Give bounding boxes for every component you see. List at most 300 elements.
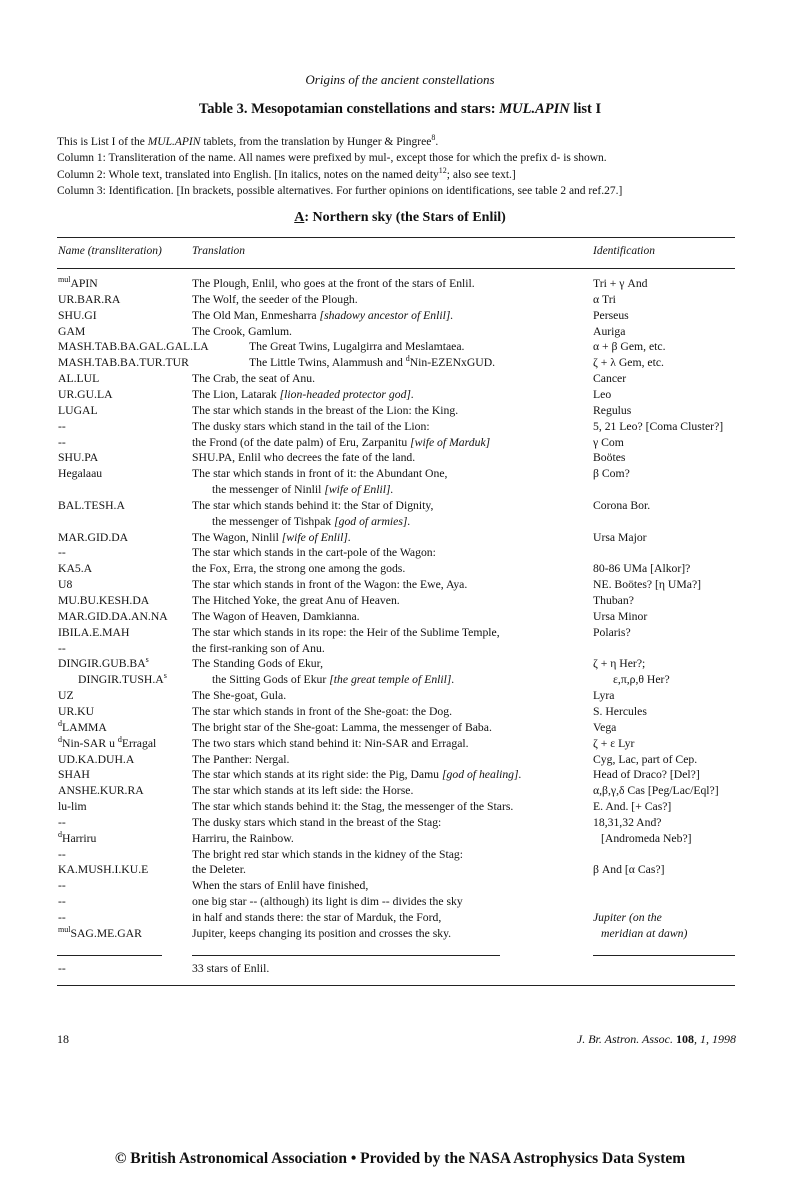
section-letter: A [294,210,305,225]
star-name: UD.KA.DUH.A [58,752,135,766]
translation-text: one big star -- (although) its light is dim -- divides the sky [192,895,463,909]
intro-italic: MUL.APIN [147,136,201,148]
translation-text: The Crook, Gamlum. [192,324,292,338]
translation-cell [192,625,500,641]
table-row [0,641,800,657]
identification-cell [593,625,631,641]
star-name: UR.GU.LA [58,387,113,401]
translation-text: The Wagon, Ninlil [192,530,282,544]
star-name-cell [78,672,167,688]
star-name: -- [58,847,66,861]
translation-text: The bright star of the She-goat: Lamma, the messenger of Baba. [192,720,492,734]
table-row [0,577,800,593]
translation-text: The bright red star which stands in the kidney of the Stag: [192,847,464,861]
identification-text: α Tri [593,292,616,306]
table-row [0,466,800,482]
star-name: SHU.GI [58,308,97,322]
identification-text: γ Com [593,435,624,449]
star-name-cell [58,910,66,926]
name-prefix: mul [58,275,71,285]
translation-text: The Old Man, Enmesharra [192,308,320,322]
star-name: DINGIR.TUSH.A [78,673,164,687]
star-name-cell [58,450,98,466]
identification-text: [Andromeda Neb?] [601,831,692,845]
table-row [0,292,800,308]
table-row [0,847,800,863]
star-name-cell [58,862,148,878]
translation-cell [249,339,464,355]
identification-text: Ursa Major [593,530,647,544]
star-name: BAL.TESH.A [58,498,125,512]
identification-cell [593,324,625,340]
translation-text: The She-goat, Gula. [192,689,287,703]
table-row [0,403,800,419]
star-name: GAM [58,324,86,338]
identification-text: Boötes [593,451,626,465]
star-name: lu-lim [58,800,87,814]
star-name: -- [58,895,66,909]
star-name-cell [58,355,189,371]
table-row [0,878,800,894]
star-name-cell [58,609,168,625]
star-name: MASH.TAB.BA.TUR.TUR [58,356,189,370]
translation-cell [212,482,393,498]
identification-cell [593,815,662,831]
name-prefix: d [58,734,62,744]
identification-cell [593,783,719,799]
star-name: -- [58,546,66,560]
table-row [0,371,800,387]
deity-note: [wife of Enlil]. [324,483,394,497]
identification-text: Cancer [593,372,627,386]
identification-text: S. Hercules [593,704,647,718]
star-name: UZ [58,689,74,703]
translation-cell [192,641,325,657]
star-name: Erragal [121,736,157,750]
table-title-prefix: Table 3. Mesopotamian constellations and stars: [198,101,500,117]
table-row [0,435,800,451]
identification-text: Thuban? [593,594,634,607]
table-row [0,308,800,324]
name-column-rule [57,955,162,956]
identification-cell [593,910,662,926]
star-name-cell [58,339,209,355]
identification-text: β Com? [593,467,630,481]
table-title [0,101,800,118]
star-name-cell [58,292,120,308]
translation-text: the Fox, Erra, the strong one among the gods. [192,562,406,576]
translation-text: The star which stands in the breast of the Lion: the King. [192,403,459,417]
journal-volume: 108 [676,1032,694,1046]
journal-citation [577,1032,736,1047]
star-name-cell [58,720,107,736]
footnote-ref: 12 [438,165,447,175]
translation-cell [192,878,368,894]
running-head: Origins of the ancient constellations [305,72,495,87]
table-title-suffix: list I [569,101,602,117]
star-name-cell [58,688,74,704]
star-name: KA5.A [58,562,93,576]
translation-text: the Deleter. [192,863,246,877]
translation-text: The Panther: Nergal. [192,752,290,766]
identification-cell [593,799,671,815]
column-header-identification: Identification [593,245,655,257]
identification-text: ζ + η Her?; [593,657,646,671]
translation-text: The Great Twins, Lugalgirra and Meslamtaea. [249,340,465,354]
identification-text: ζ + ε Lyr [593,736,635,750]
translation-text: the Frond (of the date palm) of Eru, Zarpanitu [192,435,411,449]
translation-cell [192,767,522,783]
translation-cell [192,435,490,451]
star-name-cell [58,435,66,451]
identification-text: Perseus [593,308,629,322]
identification-cell [593,561,690,577]
intro-text: Column 2: Whole text, translated into English. [In italics, notes on the named deity [57,168,439,181]
deity-note: [shadowy ancestor of Enlil]. [319,308,454,322]
translation-text: The star which stands in the cart-pole of the Wagon: [192,546,436,560]
star-name: AL.LUL [58,372,100,386]
star-name: LAMMA [62,720,107,734]
star-name-cell [58,324,85,340]
identification-cell [593,292,616,308]
translation-text: The star which stands in front of the Wagon: the Ewe, Aya. [192,578,468,592]
star-name-cell [58,530,128,546]
identification-cell [601,831,692,847]
star-name: Harriru [62,831,97,845]
intro-text: This is List I of the [57,136,148,148]
translation-cell [192,545,436,561]
identification-cell [593,720,616,736]
name-suffix: s [145,655,149,665]
identification-text: Lyra [593,689,615,703]
star-name-cell [58,466,102,482]
name-prefix: d [58,829,62,839]
star-name-cell [58,371,99,387]
star-name-cell [58,752,134,768]
deity-prefix: d [405,354,410,364]
translation-cell [192,276,475,292]
table-row [0,324,800,340]
translation-text: The Wagon of Heaven, Damkianna. [192,609,360,623]
table-row [0,625,800,641]
identification-cell [593,355,664,371]
column-header-translation: Translation [192,245,246,257]
translation-text: The Standing Gods of Ekur, [192,657,323,671]
table-row [0,720,800,736]
table-row [0,910,800,926]
identification-text: Regulus [593,403,632,417]
star-name-cell [58,545,66,561]
translation-cell [192,783,413,799]
table-row [0,530,800,546]
name-prefix: mul [58,924,71,934]
star-name-cell [58,641,66,657]
identification-cell [593,435,624,451]
translation-text: The Plough, Enlil, who goes at the front of the stars of Enlil. [192,277,475,290]
translation-text: The star which stands behind it: the Star of Dignity, [192,498,434,512]
star-name-cell [58,815,66,831]
table-row [0,862,800,878]
identification-text: Head of Draco? [Del?] [593,768,700,782]
star-name-cell [58,656,149,672]
star-name: SAG.ME.GAR [70,926,142,940]
translation-column-rule [192,955,500,956]
star-name: DINGIR.GUB.BA [58,657,146,671]
identification-text: β And [α Cas?] [593,863,665,877]
translation-cell [192,894,463,910]
translation-text: The Crab, the seat of Anu. [192,372,316,386]
translation-cell [192,926,451,942]
table-row [0,831,800,847]
translation-text: The star which stands at its left side: the Horse. [192,784,414,798]
star-name: ANSHE.KUR.RA [58,784,144,798]
translation-cell [192,656,323,672]
translation-text: SHU.PA, Enlil who decrees the fate of the land. [192,451,416,465]
identification-cell [593,403,631,419]
star-name: MAR.GID.DA.AN.NA [58,609,168,623]
table-row [0,799,800,815]
star-name-cell [58,831,96,847]
star-name-cell [58,419,66,435]
translation-text: The Little Twins, Alammush and [249,356,406,370]
translation-cell [192,593,400,609]
intro-text: tablets, from the translation by Hunger & Pingree [200,136,432,148]
translation-cell [192,688,286,704]
translation-cell [192,609,360,625]
page-number: 18 [57,1032,69,1046]
table-row [0,783,800,799]
table-row [0,894,800,910]
table-row [0,387,800,403]
identification-text: 5, 21 Leo? [Coma Cluster?] [593,419,724,433]
intro-text: ; also see text.] [446,168,516,181]
translation-cell [249,355,495,371]
star-name-cell [58,878,66,894]
footnote-ref: 8 [431,133,436,143]
star-name: MU.BU.KESH.DA [58,594,150,607]
table-row [0,419,800,435]
total-row-translation: 33 stars of Enlil. [192,962,270,975]
identification-text: E. And. [+ Cas?] [593,800,672,814]
star-name-cell [58,308,97,324]
star-name: SHAH [58,768,90,782]
translation-text: The star which stands in front of it: the Abundant One, [192,467,448,481]
section-title: : Northern sky (the Stars of Enlil) [304,210,506,225]
translation-text: Nin-EZENxGUD. [409,356,496,370]
translation-text: The Wolf, the seeder of the Plough. [192,292,358,306]
table-row [0,656,800,672]
translation-text: The dusky stars which stand in the breast of the Stag: [192,815,442,829]
deity-note: [the great temple of Enlil]. [329,673,455,687]
translation-text: the messenger of Ninlil [212,483,325,497]
intro-line-4: Column 3: Identification. [In brackets, possible alternatives. For further opinions on identifications, see table 2 and ref.27.] [57,185,623,198]
identification-text: α + β Gem, etc. [593,340,666,354]
translation-text: the messenger of Tishpak [212,514,335,528]
intro-line-1 [57,134,747,150]
identification-cell [593,387,611,403]
identification-cell [601,926,687,942]
column-header-name: Name (transliteration) [58,245,162,257]
star-name: APIN [70,277,98,290]
intro-line-3 [57,167,747,183]
deity-note: [god of armies]. [334,514,411,528]
star-name: UR.BAR.RA [58,292,121,306]
star-name-cell [58,704,94,720]
star-name-cell [58,926,142,942]
identification-cell [593,862,664,878]
star-name: U8 [58,578,73,592]
identification-text: Polaris? [593,625,631,639]
identification-cell [593,704,647,720]
star-name: -- [58,435,66,449]
identification-text: ε,π,ρ,θ Her? [613,673,670,687]
intro-line-2: Column 1: Transliteration of the name. All names were prefixed by mul-, except those for which the prefix d- is shown. [57,152,607,165]
identification-cell [593,577,701,593]
translation-text: the Sitting Gods of Ekur [212,673,330,687]
identification-text: Vega [593,720,617,734]
deity-note: [wife of Marduk] [410,435,491,449]
star-name-cell [58,403,98,419]
identification-cell [593,593,634,609]
translation-cell [192,308,453,324]
star-name-cell [58,593,149,609]
star-name-cell [58,561,92,577]
identification-text: 80-86 UMa [Alkor]? [593,562,691,576]
star-name-cell [58,847,66,863]
table-top-rule [57,237,735,238]
identification-cell [593,339,666,355]
translation-text: The star which stands in front of the She-goat: the Dog. [192,704,452,718]
section-heading [0,210,800,226]
star-name: -- [58,879,66,893]
translation-text: Harriru, the Rainbow. [192,831,294,845]
translation-cell [192,862,246,878]
table-row [0,545,800,561]
copyright-footer: © British Astronomical Association • Provided by the NASA Astrophysics Data System [114,1150,686,1167]
translation-cell [212,514,410,530]
star-name: KA.MUSH.I.KU.E [58,863,149,877]
table-row [0,672,800,688]
star-name: LUGAL [58,403,98,417]
deity-note: [god of healing]. [441,768,522,782]
translation-cell [192,752,289,768]
identification-cell [593,736,634,752]
star-name-cell [58,783,144,799]
identification-cell [593,466,630,482]
translation-cell [192,561,405,577]
translation-cell [192,736,469,752]
translation-text: The Hitched Yoke, the great Anu of Heaven. [192,594,400,607]
translation-cell [192,403,458,419]
identification-cell [593,308,629,324]
translation-cell [192,450,415,466]
star-name-cell [58,767,90,783]
table-row [0,561,800,577]
star-name-cell [58,625,129,641]
table-row [0,609,800,625]
identification-text: Jupiter (on the [593,911,662,924]
translation-cell [212,672,454,688]
identification-text: Leo [593,387,612,401]
translation-text: The star which stands in its rope: the Heir of the Sublime Temple, [192,625,500,639]
identification-cell [593,609,647,625]
translation-text: The dusky stars which stand in the tail of the Lion: [192,419,430,433]
translation-cell [192,371,315,387]
intro-text: . [435,136,439,148]
identification-text: Corona Bor. [593,498,651,512]
header-bottom-rule [57,268,735,269]
identification-text: Auriga [593,324,626,338]
star-name-cell [58,276,98,292]
table-row [0,704,800,720]
table-title-italic: MUL.APIN [499,101,570,117]
translation-text: The two stars which stand behind it: Nin-SAR and Erragal. [192,736,469,750]
translation-text: Jupiter, keeps changing its position and crosses the sky. [192,926,452,940]
translation-text: The star which stands behind it: the Stag, the messenger of the Stars. [192,800,514,814]
translation-text: the first-ranking son of Anu. [192,641,325,655]
star-name: Hegalaau [58,467,103,481]
identification-text: α,β,γ,δ Cas [Peg/Lac/Eql?] [593,784,719,798]
identification-text: Cyg, Lac, part of Cep. [593,752,698,766]
translation-cell [192,720,492,736]
identification-cell [593,276,648,292]
translation-cell [192,498,433,514]
table-row [0,482,800,498]
table-row [0,593,800,609]
translation-text: When the stars of Enlil have finished, [192,879,369,893]
star-name: -- [58,419,66,433]
translation-cell [192,530,351,546]
table-row [0,355,800,371]
star-name-cell [58,736,156,752]
star-name: -- [58,641,66,655]
table-row [0,752,800,768]
star-name: -- [58,815,66,829]
table-row [0,339,800,355]
identification-cell [593,752,697,768]
translation-cell [192,831,294,847]
translation-cell [192,387,414,403]
deity-note: [wife of Enlil]. [281,530,351,544]
name-suffix: s [163,671,167,681]
table-row [0,815,800,831]
translation-cell [192,799,513,815]
translation-cell [192,324,292,340]
translation-text: The Lion, Latarak [192,387,280,401]
star-name-cell [58,799,87,815]
table-bottom-rule [57,985,735,986]
identification-cell [593,656,645,672]
star-name-cell [58,577,72,593]
identification-text: Ursa Minor [593,609,648,623]
translation-cell [192,704,452,720]
deity-note: [lion-headed protector god]. [279,387,414,401]
table-row [0,688,800,704]
journal-issue-year: , 1, 1998 [694,1032,736,1046]
star-name: SHU.PA [58,451,99,465]
table-row [0,514,800,530]
identification-cell [593,419,723,435]
star-name: MAR.GID.DA [58,530,129,544]
translation-cell [192,419,430,435]
table-row [0,736,800,752]
identification-cell [593,450,625,466]
translation-cell [192,577,467,593]
identification-cell [593,688,614,704]
identification-text: NE. Boötes? [η UMa?] [593,578,702,592]
translation-text: in half and stands there: the star of Marduk, the Ford, [192,911,442,924]
identification-text: meridian at dawn) [601,926,688,940]
